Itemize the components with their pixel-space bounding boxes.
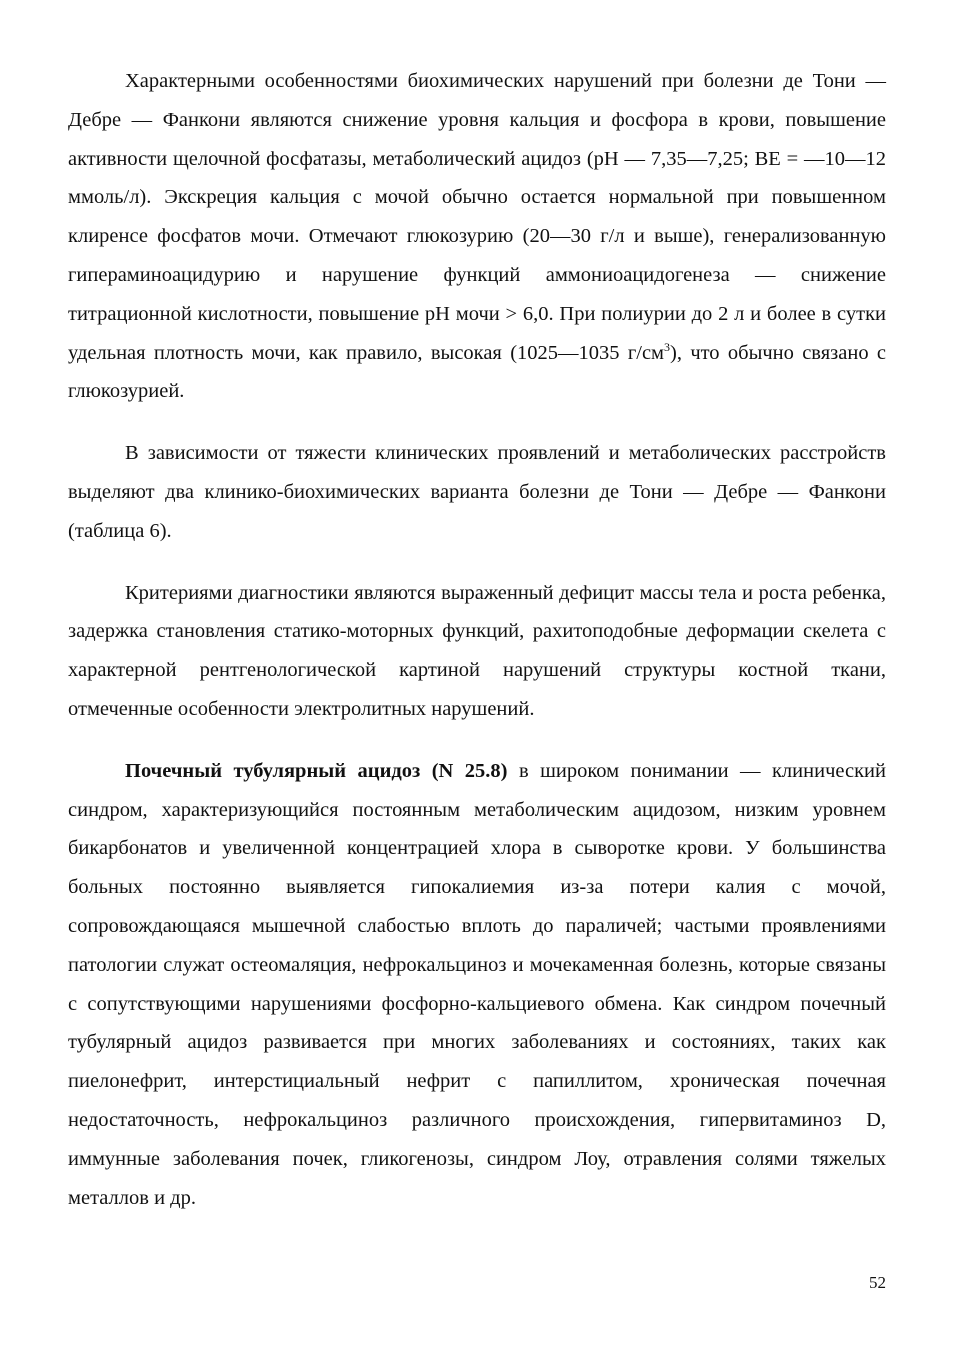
superscript-cubic: 3 [664,339,671,354]
paragraph-biochemical-features [68,62,886,411]
paragraph-renal-tubular-acidosis-text: в широком понимании — клинический синдром, характеризующийся постоянным метаболическим ацидозом, низким уровнем бикарбонатов и увеличенной концентрацией хлора в сыворотке крови. У большинства больных постоянно выявляется гипокалиемия из-за потери калия с мочой, сопровождающаяся мышечной слабостью вплоть до параличей; частыми проявлениями патологии служат остеомаляция, нефрокальциноз и мочекаменная болезнь, которые связаны с сопутствующими нарушениями фосфорно-кальциевого обмена. Как синдром почечный тубулярный ацидоз развивается при многих заболеваниях и состояниях, таких как пиелонефрит, интерстициальный нефрит с папиллитом, хроническая почечная недостаточность, нефрокальциноз различного происхождения, гипервитаминоз D, иммунные заболевания почек, гликогенозы, синдром Лоу, отравления солями тяжелых металлов и др. [68,759,886,1209]
paragraph-renal-tubular-acidosis [68,752,886,1218]
paragraph-diagnostic-criteria: Критериями диагностики являются выраженный дефицит массы тела и роста ребенка, задержка становления статико-моторных функций, рахитоподобные деформации скелета с характерной рентгенологической картиной нарушений структуры костной ткани, отмеченные особенности электролитных нарушений. [68,581,886,720]
page-number: 52 [869,1273,886,1292]
paragraph-biochemical-features-text-end: ), что обычно связано с глюкозурией. [68,341,886,403]
term-renal-tubular-acidosis: Почечный тубулярный ацидоз (N 25.8) [125,759,508,782]
paragraph-biochemical-features-text: Характерными особенностями биохимических нарушений при болезни де Тони — Дебре — Фанкони являются снижение уровня кальция и фосфора в крови, повышение активности щелочной фосфатазы, метаболический ацидоз (pH — 7,35—7,25; BE = —10—12 ммоль/л). Экскреция кальция с мочой обычно остается нормальной при повышенном клиренсе фосфатов мочи. Отмечают глюкозурию (20—30 г/л и выше), генерализованную гипераминоацидурию и нарушение функций аммониоацидогенеза — снижение титрационной кислотности, повышение pH мочи > 6,0. При полиурии до 2 л и более в сутки удельная плотность мочи, как правило, высокая (1025—1035 г/см [68,70,886,364]
paragraph-clinical-variants: В зависимости от тяжести клинических проявлений и метаболических расстройств выделяют два клинико-биохимических варианта болезни де Тони — Дебре — Фанкони (таблица 6). [68,442,886,542]
document-page [68,62,886,1217]
